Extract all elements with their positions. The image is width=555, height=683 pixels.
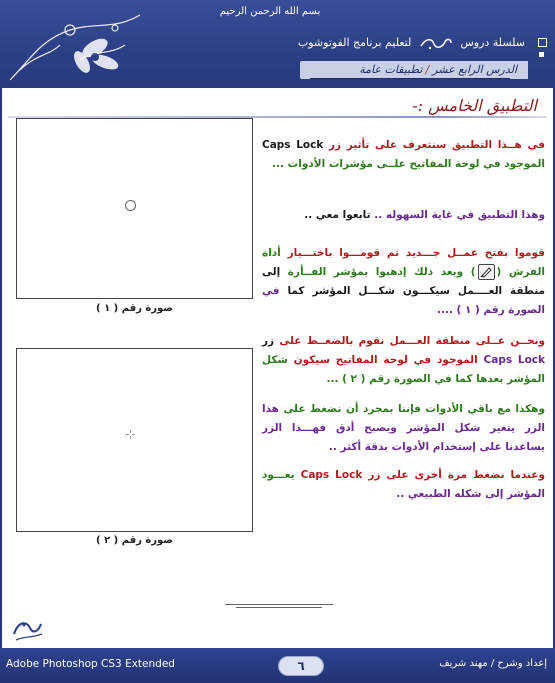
paragraph-4 (262, 332, 545, 389)
figure-1-canvas (16, 118, 253, 299)
paragraph-1-part-a: في هــذا التطبيق سنتعرف على تأثير زر (328, 139, 545, 151)
lesson-separator: / (425, 63, 430, 76)
caps-lock-key-label: Caps Lock (262, 139, 324, 151)
paragraph-4-part-a: ونحــن عــلى منطقة العـــمل نقوم بالضغــط على (279, 335, 546, 347)
author-logo-icon (418, 34, 454, 52)
frame-left-border (0, 88, 2, 648)
product-name: Adobe Photoshop CS3 Extended (6, 658, 175, 670)
paragraph-4-part-d: شكل المؤشر بعدها كما في الصورة رقم ( ٢ ) ... (262, 354, 545, 385)
paragraph-5-part-b: هذا الزر يتغير شكل المؤشر ويصبح أدق فهـــذا الزر (262, 403, 545, 434)
basmala: بسم الله الرحمن الرحيم (219, 6, 321, 17)
end-rule-top (225, 604, 333, 605)
paragraph-5-part-c: يساعدنا على إستخدام الأدوات بدقة أكثر .. (328, 441, 545, 453)
floral-ornament-icon (0, 0, 150, 88)
page-number: ٦ (278, 656, 324, 676)
paragraph-4-part-b: زر (262, 335, 275, 347)
paragraph-6 (262, 466, 545, 504)
series-suffix: لتعليم برنامج الفوتوشوب (297, 36, 412, 49)
paragraph-3-part-b: أداة الفرش ( (262, 247, 545, 278)
paragraph-2-part-a: وهذا التطبيق في غاية السهوله .. (374, 209, 545, 221)
paragraph-6-part-b: يعـــود (262, 469, 295, 481)
caps-lock-key-label: Caps Lock (483, 354, 546, 366)
paragraph-3-part-c: ) وبعد ذلك إذهبوا بمؤشر الفــأرة (287, 266, 476, 278)
paragraph-3 (262, 244, 545, 320)
paragraph-3-part-e: في الصورة رقم ( ١ ) .... (262, 285, 545, 316)
paragraph-5-part-a: وهكذا مع باقي الأدوات فإننا بمجرد أن نضغط على (283, 403, 545, 415)
paragraph-6-part-c: المؤشر إلى شكله الطبيعي .. (396, 488, 545, 500)
brush-tool-icon (478, 264, 495, 280)
corner-dot-icon (539, 52, 544, 57)
figure-2-canvas (16, 348, 253, 532)
brush-cursor-circle-icon (125, 200, 136, 211)
figure-2-caption: صورة رقم ( ٢ ) (96, 535, 173, 546)
series-title (298, 34, 525, 52)
precise-crosshair-icon (126, 430, 135, 439)
author-credit: إعداد وشرح / مهند شريف (439, 658, 547, 669)
paragraph-1-part-b: الموجود في لوحة المفاتيح علــى مؤشرات الأدوات ... (272, 158, 545, 170)
lesson-name: تطبيقات عامة (359, 63, 423, 76)
series-prefix: سلسلة دروس (460, 36, 525, 49)
figure-1-caption: صورة رقم ( ١ ) (96, 303, 173, 314)
paragraph-3-part-a: قوموا بفتح عمــل جـــديد ثم قومـــوا باختـــيار (287, 247, 545, 259)
corner-square-icon (538, 38, 547, 47)
end-rule-bottom (236, 607, 322, 608)
lesson-label (359, 61, 517, 79)
lesson-underline (310, 78, 510, 79)
paragraph-5 (262, 400, 545, 457)
paragraph-3-part-d: إلى منطقة العــــمل سيكـــون شكـــل المؤشر كما (262, 266, 545, 297)
section-title: التطبيق الخامس :- (412, 96, 537, 115)
paragraph-6-part-a: وعندما نضغط مرة أخرى على زر (368, 469, 546, 481)
author-signature-icon (10, 612, 46, 646)
paragraph-1 (262, 136, 545, 174)
paragraph-4-part-c: الموجود في لوحة المفاتيح سيكون (293, 354, 478, 366)
paragraph-2-part-b: تابعوا معي .. (304, 209, 371, 221)
caps-lock-key-label: Caps Lock (300, 469, 363, 481)
lesson-number: الدرس الرابع عشر (432, 63, 517, 76)
paragraph-2 (262, 206, 545, 225)
